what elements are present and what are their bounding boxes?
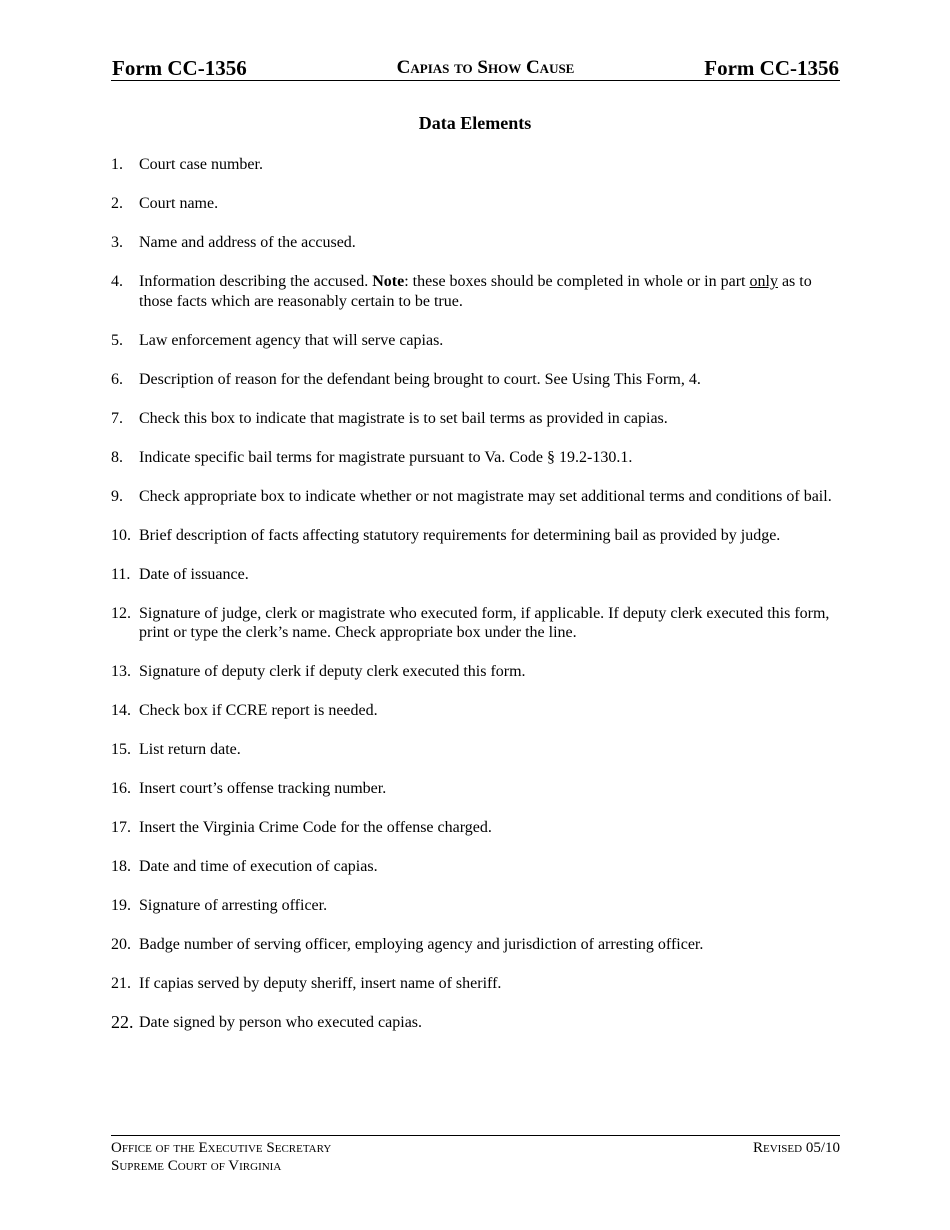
page-footer: [111, 1135, 840, 1175]
item-number: 22.: [111, 1012, 134, 1032]
item-text: Signature of judge, clerk or magistrate who executed form, if applicable. If deputy clerk executed this form, print or type the clerk’s name. Check appropriate box under the line.: [139, 604, 830, 641]
item-number: 1.: [111, 156, 123, 173]
item-text: Name and address of the accused.: [139, 234, 356, 251]
section-heading: Data Elements: [418, 113, 532, 133]
item-number: 2.: [111, 195, 123, 212]
data-elements-list: [111, 155, 841, 1052]
item-text: If capias served by deputy sheriff, insert name of sheriff.: [139, 975, 502, 992]
list-item: [111, 935, 841, 955]
item-text: Signature of arresting officer.: [139, 897, 328, 914]
list-item: [111, 818, 841, 838]
list-item: [111, 974, 841, 994]
list-item: [111, 487, 841, 507]
item-number: 12.: [111, 604, 131, 622]
footer-office-line2: Supreme Court of Virginia: [111, 1158, 282, 1174]
item-text: : these boxes should be completed in whole or in part: [404, 273, 746, 290]
item-number: 20.: [111, 936, 131, 953]
list-item: [111, 448, 841, 468]
item-number: 4.: [111, 273, 123, 290]
item-number: 15.: [111, 741, 131, 758]
item-number: 10.: [111, 526, 131, 544]
item-text: List return date.: [139, 741, 241, 758]
form-number-right: Form CC-1356: [704, 56, 839, 80]
list-item: [111, 272, 841, 311]
list-item: [111, 526, 841, 546]
list-item: [111, 370, 841, 390]
footer-revised: Revised 05/10: [752, 1140, 840, 1156]
item-text: Insert court’s offense tracking number.: [139, 780, 387, 797]
list-item: [111, 740, 841, 760]
item-text: Insert the Virginia Crime Code for the offense charged.: [139, 819, 492, 836]
item-text: Signature of deputy clerk if deputy clerk executed this form.: [139, 663, 526, 680]
item-number: 14.: [111, 702, 131, 719]
item-text: Badge number of serving officer, employing agency and jurisdiction of arresting officer.: [139, 936, 704, 953]
item-text: Check appropriate box to indicate whether or not magistrate may set additional terms and conditions of bail.: [139, 487, 832, 505]
item-text: Indicate specific bail terms for magistrate pursuant to Va. Code § 19.2-130.1.: [139, 448, 633, 466]
list-item: [111, 194, 841, 214]
item-number: 9.: [111, 487, 123, 505]
item-number: 18.: [111, 858, 131, 875]
list-item: [111, 896, 841, 916]
form-number-left: Form CC-1356: [112, 56, 247, 80]
list-item: [111, 565, 841, 585]
item-number: 16.: [111, 780, 131, 797]
item-number: 19.: [111, 897, 131, 914]
list-item: [111, 604, 841, 643]
item-number: 8.: [111, 448, 123, 466]
list-item: [111, 1013, 841, 1033]
item-text: Information describing the accused.: [139, 273, 369, 290]
item-text: as to those facts which are reasonably certain to be true.: [139, 273, 812, 310]
item-text: Description of reason for the defendant being brought to court. See Using This Form, 4.: [139, 370, 701, 388]
note-label: Note: [372, 273, 405, 290]
item-text: Law enforcement agency that will serve capias.: [139, 331, 444, 349]
page-header: [111, 56, 840, 81]
item-text: Brief description of facts affecting statutory requirements for determining bail as provided by judge.: [139, 526, 781, 544]
item-number: 3.: [111, 234, 123, 251]
item-number: 11.: [111, 565, 131, 583]
list-item: [111, 662, 841, 682]
item-text: Date of issuance.: [139, 565, 249, 583]
item-text: Check this box to indicate that magistrate is to set bail terms as provided in capias.: [139, 409, 668, 427]
list-item: [111, 331, 841, 351]
item-text: Court name.: [139, 195, 219, 212]
footer-office: [111, 1139, 331, 1175]
item-number: 5.: [111, 331, 123, 349]
list-item: [111, 233, 841, 253]
item-text: Check box if CCRE report is needed.: [139, 702, 378, 719]
underlined-text: only: [749, 273, 778, 290]
list-item: [111, 779, 841, 799]
item-text: Date and time of execution of capias.: [139, 858, 378, 875]
item-text: Date signed by person who executed capias.: [139, 1014, 423, 1031]
item-number: 17.: [111, 819, 131, 836]
list-item: [111, 857, 841, 877]
list-item: [111, 155, 841, 175]
footer-office-line1: Office of the Executive Secretary: [111, 1140, 332, 1156]
item-number: 7.: [111, 409, 123, 427]
item-number: 21.: [111, 975, 131, 992]
item-text: Court case number.: [139, 156, 263, 173]
form-title: Capias to Show Cause: [396, 57, 575, 78]
item-number: 13.: [111, 663, 131, 680]
list-item: [111, 409, 841, 429]
item-number: 6.: [111, 370, 123, 388]
list-item: [111, 701, 841, 721]
